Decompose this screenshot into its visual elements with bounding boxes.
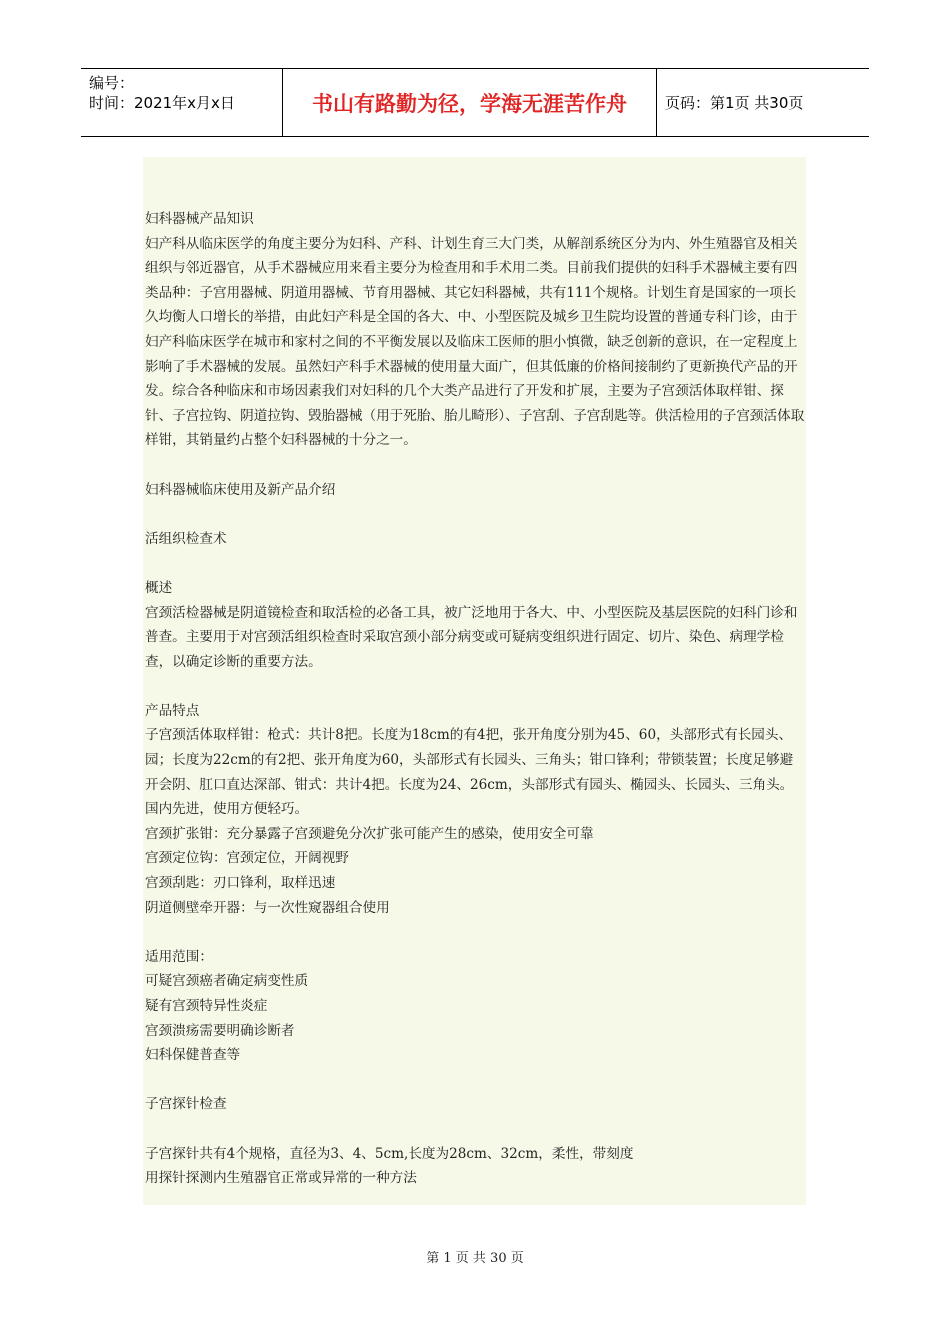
probe-paragraph: 子宫探针共有4个规格，直径为3、4、5cm,长度为28cm、32cm，柔性，带刻度 (145, 1145, 634, 1162)
overview-paragraph: 宫颈活检器械是阴道镜检查和取活检的必备工具，被广泛地用于各大、中、小型医院及基层医院的妇科门诊和普查。主要用于对宫颈活组织检查时采取宫颈小部分病变或可疑病变组织进行固定、切片、染色、病理学检查，以确定诊断的重要方法。 (145, 604, 798, 670)
features-heading: 产品特点 (145, 702, 200, 719)
feature-item: 宫颈定位钩：宫颈定位，开阔视野 (145, 850, 349, 867)
scope-item: 疑有宫颈特异性炎症 (145, 998, 268, 1014)
scope-item: 可疑宫颈癌者确定病变性质 (145, 973, 309, 990)
scope-item: 妇科保健普查等 (145, 1047, 241, 1064)
probe-paragraph: 用探针探测内生殖器官正常或异常的一种方法 (145, 1170, 417, 1187)
document-number-label: 编号： (89, 74, 135, 92)
feature-item: 宫颈扩张钳：充分暴露子宫颈避免分次扩张可能产生的感染，使用安全可靠 (145, 825, 594, 842)
scope-heading: 适用范围： (145, 948, 213, 965)
intro-paragraph: 妇产科从临床医学的角度主要分为妇科、产科、计划生育三大门类，从解剖系统区分为内、外生殖器官及相关组织与邻近器官，从手术器械应用来看主要分为检查用和手术用二类。目前我们提供的妇科手术器械主要有四类品种：子宫用器械、阴道用器械、节育用器械、其它妇科器械，共有111个规格。计划生育是国家的一项长久均衡人口增长的举措，由此妇产科是全国的各大、中、小型医院及城乡卫生院均设置的普通专科门诊，由于妇产科临床医学在城市和家村之间的不平衡发展以及临床工医师的胆小慎微，缺乏创新的意识，在一定程度上影响了手术器械的发展。虽然妇产科手术器械的使用量大面广，但其低廉的价格间接制约了更新换代产品的开发。综合各种临床和市场因素我们对妇科的几个大类产品进行了开发和扩展，主要为子宫颈活体取样钳、探针、子宫拉钩、阴道拉钩、毁胎器械（用于死胎、胎儿畸形）、子宫刮、子宫刮匙等。供活检用的子宫颈活体取样钳，其销量约占整个妇科器械的十分之一。 (145, 235, 805, 449)
feature-item: 宫颈刮匙：刃口锋利，取样迅速 (145, 875, 336, 892)
header-page-info: 页码：第1页 共30页 (665, 94, 804, 112)
page-footer: 第 1 页 共 30 页 (426, 1251, 524, 1266)
section-heading-clinical: 妇科器械临床使用及新产品介绍 (145, 481, 336, 498)
page-header (81, 68, 869, 137)
document-title: 妇科器械产品知识 (145, 211, 254, 227)
header-motto: 书山有路勤为径，学海无涯苦作舟 (312, 91, 627, 116)
feature-item: 子宫颈活体取样钳：枪式：共计8把。长度为18cm的有4把，张开角度分别为45、60，头部形式有长园头、园；长度为22cm的有2把、张开角度为60，头部形式有长园头、三角头；钳口锋利；带锁装置；长度足够避开会阴、肛口直达深部、钳式：共计4把。长度为24、26cm，头部形式有园头、椭园头、长园头、三角头。国内先进，使用方便轻巧。 (145, 727, 794, 818)
overview-heading: 概述 (145, 579, 173, 596)
scope-item: 宫颈溃疡需要明确诊断者 (145, 1022, 295, 1039)
section-heading-biopsy: 活组织检查术 (145, 530, 227, 547)
header-divider-right (656, 69, 657, 136)
feature-item: 阴道侧壁牵开器：与一次性窥器组合使用 (145, 899, 390, 916)
probe-heading: 子宫探针检查 (145, 1096, 227, 1113)
document-content (143, 157, 806, 1205)
document-text (145, 207, 805, 1191)
header-meta (89, 73, 285, 113)
document-date: 时间：2021年x月x日 (89, 94, 235, 112)
